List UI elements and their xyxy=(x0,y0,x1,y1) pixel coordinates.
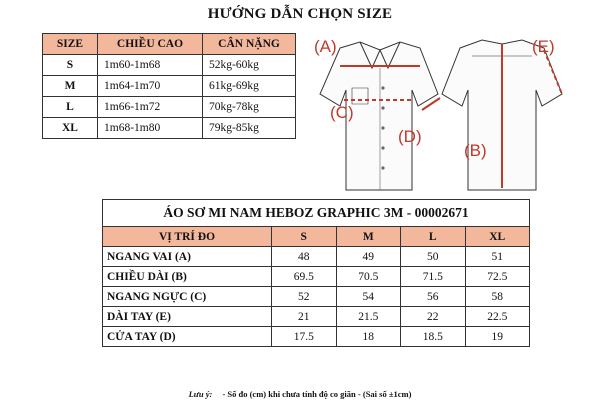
measure-row xyxy=(103,307,530,327)
measure-value: 48 xyxy=(272,247,337,267)
measurement-table xyxy=(102,199,530,347)
weight-cell: 70kg-78kg xyxy=(203,97,296,118)
measure-header: L xyxy=(401,227,466,247)
measure-value: 19 xyxy=(465,327,530,347)
measure-row xyxy=(103,327,530,347)
size-cell: M xyxy=(43,76,98,97)
measure-value: 54 xyxy=(336,287,401,307)
measure-value: 21 xyxy=(272,307,337,327)
measure-header: S xyxy=(272,227,337,247)
size-cell: S xyxy=(43,55,98,76)
height-cell: 1m66-1m72 xyxy=(98,97,203,118)
measure-row xyxy=(103,287,530,307)
measure-value: 52 xyxy=(272,287,337,307)
size-table-row xyxy=(43,118,296,139)
measure-header: XL xyxy=(465,227,530,247)
measure-value: 22.5 xyxy=(465,307,530,327)
weight-cell: 52kg-60kg xyxy=(203,55,296,76)
height-cell: 1m60-1m68 xyxy=(98,55,203,76)
measure-value: 71.5 xyxy=(401,267,466,287)
measure-label: NGANG NGỰC (C) xyxy=(103,287,272,307)
note-label: Lưu ý: xyxy=(188,389,213,399)
label-c: (C) xyxy=(330,103,354,122)
size-chart-table xyxy=(42,33,296,139)
label-e: (E) xyxy=(532,37,555,56)
size-cell: XL xyxy=(43,118,98,139)
size-table-header: SIZE xyxy=(43,34,98,55)
note-text: - Số đo (cm) khi chưa tính độ co giãn - xyxy=(222,389,361,399)
size-table-header: CHIỀU CAO xyxy=(98,34,203,55)
measure-label: CỬA TAY (D) xyxy=(103,327,272,347)
size-table-header: CÂN NẶNG xyxy=(203,34,296,55)
measure-value: 17.5 xyxy=(272,327,337,347)
measure-header: VỊ TRÍ ĐO xyxy=(103,227,272,247)
measure-value: 21.5 xyxy=(336,307,401,327)
note-tolerance: (Sai số ±1cm) xyxy=(362,389,412,399)
footnote xyxy=(0,389,600,399)
page-title: HƯỚNG DẪN CHỌN SIZE xyxy=(207,6,393,22)
measure-label: DÀI TAY (E) xyxy=(103,307,272,327)
label-a: (A) xyxy=(314,37,337,56)
measure-value: 18 xyxy=(336,327,401,347)
measure-value: 49 xyxy=(336,247,401,267)
measure-row xyxy=(103,267,530,287)
size-table-row xyxy=(43,55,296,76)
measure-header: M xyxy=(336,227,401,247)
size-cell: L xyxy=(43,97,98,118)
weight-cell: 79kg-85kg xyxy=(203,118,296,139)
measure-value: 22 xyxy=(401,307,466,327)
label-b: (B) xyxy=(464,141,487,160)
label-d: (D) xyxy=(398,127,422,146)
measure-value: 58 xyxy=(465,287,530,307)
measure-value: 56 xyxy=(401,287,466,307)
measure-value: 72.5 xyxy=(465,267,530,287)
measure-header-row xyxy=(103,227,530,247)
product-title-row xyxy=(103,200,530,227)
measure-label: NGANG VAI (A) xyxy=(103,247,272,267)
measure-value: 70.5 xyxy=(336,267,401,287)
shirt-diagram xyxy=(300,28,600,194)
measure-value: 51 xyxy=(465,247,530,267)
measure-value: 50 xyxy=(401,247,466,267)
measure-value: 18.5 xyxy=(401,327,466,347)
measure-label: CHIỀU DÀI (B) xyxy=(103,267,272,287)
measure-row xyxy=(103,247,530,267)
measure-value: 69.5 xyxy=(272,267,337,287)
height-cell: 1m68-1m80 xyxy=(98,118,203,139)
size-table-header-row xyxy=(43,34,296,55)
weight-cell: 61kg-69kg xyxy=(203,76,296,97)
height-cell: 1m64-1m70 xyxy=(98,76,203,97)
product-title: ÁO SƠ MI NAM HEBOZ GRAPHIC 3M - 00002671 xyxy=(103,200,530,227)
size-table-row xyxy=(43,97,296,118)
size-table-row xyxy=(43,76,296,97)
